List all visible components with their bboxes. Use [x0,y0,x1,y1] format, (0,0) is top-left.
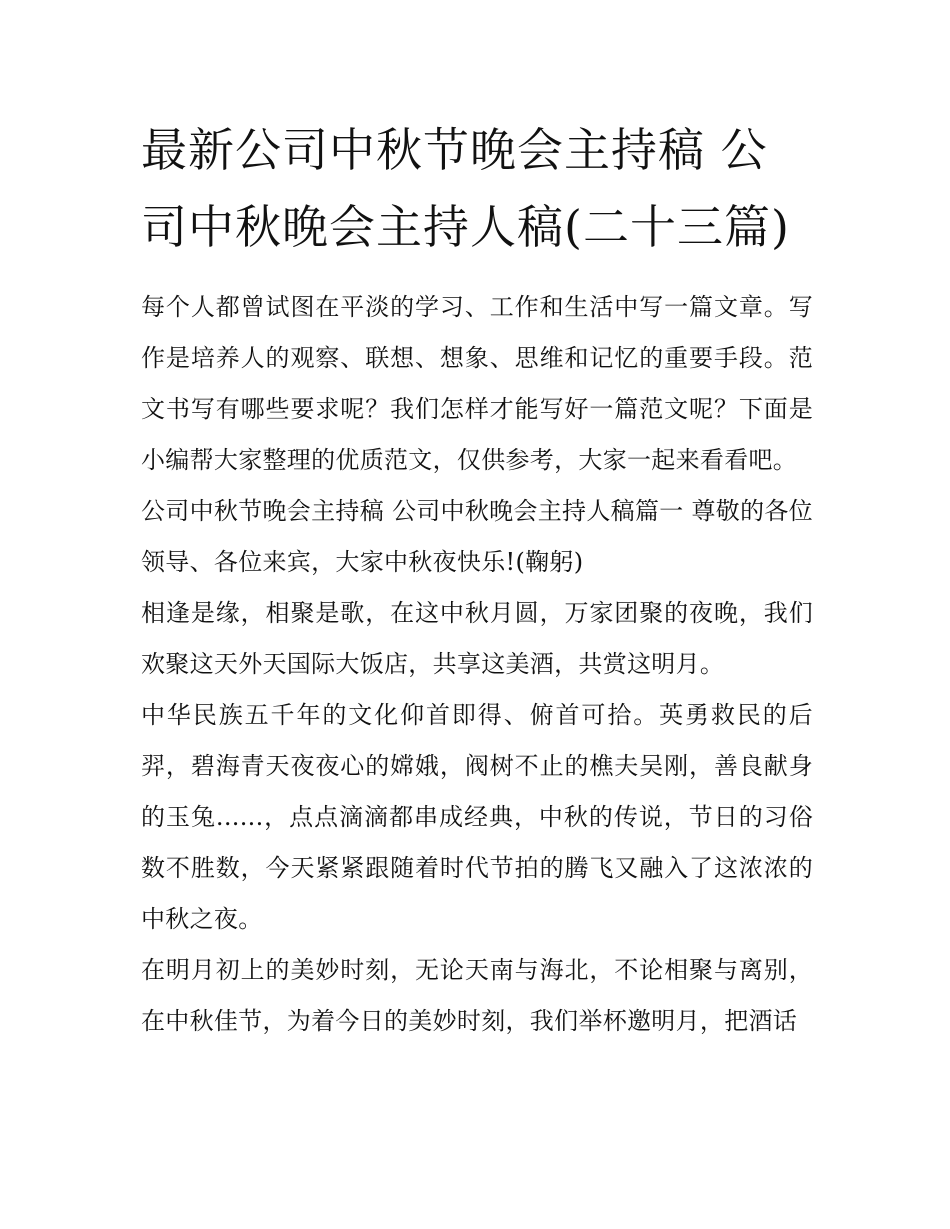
paragraph-gathering: 相逢是缘，相聚是歌，在这中秋月圆，万家团聚的夜晚，我们欢聚这天外天国际大饭店，共享这美酒，共赏这明月。 [141,599,813,678]
document-page [141,112,813,1047]
document-title: 最新公司中秋节晚会主持稿 公司中秋晚会主持人稿(二十三篇) [141,123,790,254]
paragraph-greeting: 公司中秋节晚会主持稿 公司中秋晚会主持人稿篇一 尊敬的各位领导、各位来宾，大家中秋夜快乐!(鞠躬) [141,497,813,576]
paragraph-moonrise: 在明月初上的美妙时刻，无论天南与海北，不论相聚与离别，在中秋佳节，为着今日的美妙时刻，我们举杯邀明月，把酒话 [141,956,813,1035]
paragraph-culture: 中华民族五千年的文化仰首即得、俯首可拾。英勇救民的后羿，碧海青天夜夜心的嫦娥，阀树不止的樵夫吴刚，善良献身的玉兔......，点点滴滴都串成经典，中秋的传说，节日的习俗数不胜数，今天紧紧跟随着时代节拍的腾飞又融入了这浓浓的中秋之夜。 [141,701,813,933]
paragraph-intro: 每个人都曾试图在平淡的学习、工作和生活中写一篇文章。写作是培养人的观察、联想、想象、思维和记忆的重要手段。范文书写有哪些要求呢？我们怎样才能写好一篇范文呢？下面是小编帮大家整理的优质范文，仅供参考，大家一起来看看吧。 [141,293,813,474]
